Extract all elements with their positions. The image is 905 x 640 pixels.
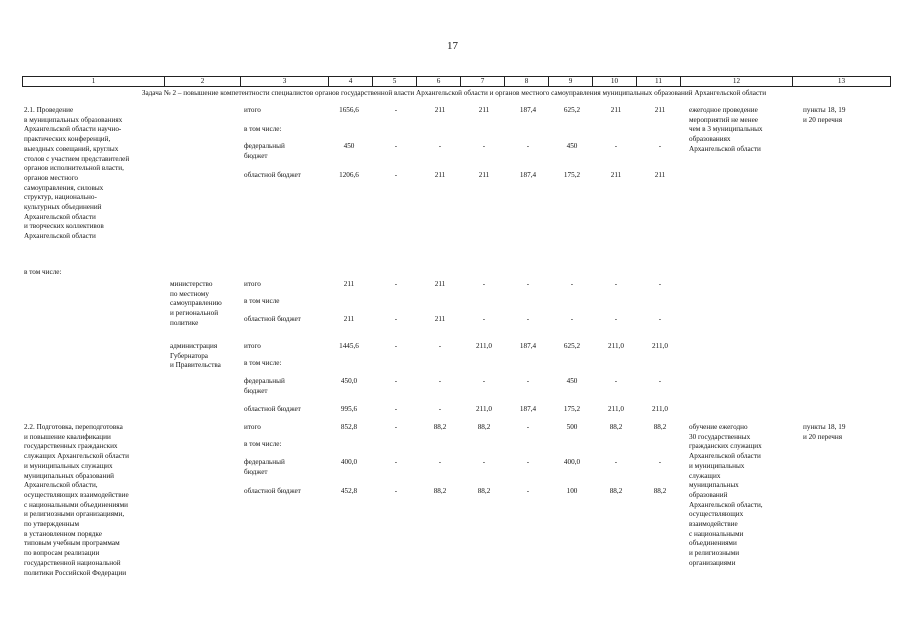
page-number: 17 (447, 40, 458, 52)
activity-name-2-2: служащих Архангельской области (24, 452, 130, 461)
value-cell: - (526, 377, 530, 385)
executor-ministry: и региональной (170, 309, 219, 318)
column-number: 11 (637, 77, 681, 87)
plan-points: и 20 перечня (803, 115, 843, 124)
activity-name-2-2: и повышение квалификации (24, 432, 111, 441)
activity-name-2-2: с национальными объединениями (24, 500, 128, 509)
activity-name-2-1: органов местного (24, 173, 79, 182)
column-number: 5 (373, 77, 417, 87)
value-cell: 88,2 (609, 423, 623, 431)
value-cell: 175,2 (563, 405, 581, 413)
expected-result: образований (689, 490, 728, 499)
value-cell: - (394, 106, 398, 114)
row-label: федеральный (244, 142, 285, 150)
row-label: в том числе: (244, 440, 282, 448)
activity-name-2-1: Архангельской области научно- (24, 125, 122, 134)
value-cell: - (394, 342, 398, 350)
row-label: бюджет (244, 151, 268, 160)
row-label: областной бюджет (244, 405, 301, 413)
activity-name-2-1: органов исполнительной власти, (24, 164, 124, 173)
executor-ministry: политике (170, 318, 199, 327)
expected-result: взаимодействие (689, 520, 738, 528)
value-cell: 1656,6 (339, 106, 359, 114)
task-title: Задача № 2 – повышение компетентности специалистов органов государственной власти Архангельской области и органов местного самоуправления муниципальных образований Архангельской области (141, 89, 767, 97)
value-cell: 625,2 (563, 106, 581, 114)
value-cell: 175,2 (563, 171, 581, 179)
column-number: 9 (549, 77, 593, 87)
value-cell: - (394, 142, 398, 150)
executor-ministry: министерство (170, 280, 213, 288)
executor-administration: Губернатора (170, 351, 208, 360)
value-cell: 88,2 (609, 487, 623, 495)
value-cell: 211 (654, 171, 666, 179)
row-label: областной бюджет (244, 171, 301, 179)
value-cell: - (526, 423, 530, 431)
value-cell: - (482, 458, 486, 466)
value-cell: - (394, 458, 398, 466)
value-cell: 211 (434, 106, 446, 114)
value-cell: - (614, 458, 618, 466)
row-label: бюджет (244, 467, 268, 476)
activity-name-2-1: самоуправления, силовых (24, 183, 104, 192)
expected-result: и религиозными (689, 549, 740, 558)
value-cell: 452,8 (340, 487, 358, 495)
value-cell: 211,0 (476, 342, 492, 350)
value-cell: 450 (566, 377, 578, 385)
value-cell: 211 (434, 171, 446, 179)
column-number: 12 (681, 77, 793, 87)
row-label: в том числе: (244, 125, 282, 133)
expected-result: и муниципальных (689, 461, 745, 470)
value-cell: 625,2 (563, 342, 581, 350)
value-cell: 400,0 (340, 458, 358, 466)
value-cell: 1445,6 (339, 342, 359, 350)
expected-result: Архангельской области (689, 452, 761, 461)
value-cell: 211 (610, 106, 622, 114)
activity-name-2-1: 2.1. Проведение (24, 106, 74, 114)
value-cell: - (394, 280, 398, 288)
row-label: итого (244, 423, 261, 431)
activity-name-2-2: государственных гражданских (24, 442, 118, 451)
row-label: областной бюджет (244, 315, 301, 323)
activity-name-2-2: и муниципальных служащих (24, 461, 113, 470)
value-cell: 852,8 (340, 423, 358, 431)
value-cell: - (438, 342, 442, 350)
value-cell: 995,6 (340, 405, 358, 413)
value-cell: - (394, 487, 398, 495)
value-cell: - (526, 458, 530, 466)
row-label: федеральный (244, 458, 285, 466)
activity-name-2-2: муниципальных образований (24, 471, 115, 480)
value-cell: - (570, 315, 574, 323)
value-cell: - (394, 423, 398, 431)
value-cell: - (614, 280, 618, 288)
activity-name-2-2: политики Российской Федерации (24, 568, 127, 577)
value-cell: 211 (434, 280, 446, 288)
value-cell: 211 (343, 315, 355, 323)
value-cell: - (394, 377, 398, 385)
value-cell: 88,2 (433, 487, 447, 495)
value-cell: 211,0 (652, 342, 668, 350)
row-label: в том числе: (244, 359, 282, 367)
column-number: 3 (241, 77, 329, 87)
column-number-header (22, 76, 891, 87)
plan-points: и 20 перечня (803, 432, 843, 441)
activity-name-2-1: Архангельской области (24, 232, 96, 241)
executor-ministry: самоуправлению (170, 299, 222, 308)
value-cell: 187,4 (519, 106, 537, 114)
value-cell: 211 (610, 171, 622, 179)
activity-name-2-2: по вопросам реализации (24, 549, 100, 558)
value-cell: - (658, 377, 662, 385)
value-cell: 211 (478, 106, 490, 114)
column-number: 8 (505, 77, 549, 87)
column-number: 4 (329, 77, 373, 87)
value-cell: - (394, 405, 398, 413)
expected-result: чем в 3 муниципальных (689, 125, 763, 134)
value-cell: - (614, 315, 618, 323)
activity-name-2-1: культурных объединений (24, 203, 102, 211)
value-cell: 187,4 (519, 405, 537, 413)
column-number: 1 (23, 77, 165, 87)
column-number: 10 (593, 77, 637, 87)
value-cell: - (438, 142, 442, 150)
value-cell: - (526, 315, 530, 323)
value-cell: 1206,6 (339, 171, 359, 179)
expected-result: обучение ежегодно (689, 423, 748, 431)
activity-name-2-2: осуществляющих взаимодействие (24, 490, 129, 499)
value-cell: - (526, 487, 530, 495)
expected-result: гражданских служащих (689, 442, 762, 451)
activity-name-2-1: практических конференций, (24, 135, 111, 144)
activity-name-2-2: 2.2. Подготовка, переподготовка (24, 423, 123, 431)
value-cell: - (658, 142, 662, 150)
row-label: итого (244, 280, 261, 288)
value-cell: 211 (478, 171, 490, 179)
expected-result: организациями (689, 558, 736, 567)
activity-name-2-1: структур, национально- (24, 193, 97, 202)
value-cell: 211,0 (652, 405, 668, 413)
expected-result: с национальными (689, 529, 744, 538)
row-label: итого (244, 342, 261, 350)
activity-name-2-2: Архангельской области, (24, 481, 98, 490)
value-cell: 211,0 (608, 405, 624, 413)
value-cell: 211 (434, 315, 446, 323)
value-cell: 500 (566, 423, 578, 431)
value-cell: 450,0 (340, 377, 358, 385)
value-cell: 211 (654, 106, 666, 114)
activity-name-2-1: выездных совещаний, круглых (24, 144, 119, 153)
value-cell: - (614, 142, 618, 150)
row-label: итого (244, 106, 261, 114)
expected-result: Архангельской области (689, 144, 761, 153)
plan-points: пункты 18, 19 (803, 423, 846, 431)
expected-result: объединениями (689, 539, 737, 548)
executor-administration: администрация (170, 342, 218, 350)
value-cell: 88,2 (477, 423, 491, 431)
value-cell: - (658, 315, 662, 323)
value-cell: 187,4 (519, 171, 537, 179)
activity-name-2-1: столов с участием представителей (24, 154, 130, 163)
activity-name-2-2: в установленном порядке (24, 529, 102, 538)
executor-administration: и Правительства (170, 361, 221, 370)
value-cell: - (394, 315, 398, 323)
value-cell: 88,2 (477, 487, 491, 495)
value-cell: - (570, 280, 574, 288)
row-label: бюджет (244, 386, 268, 395)
value-cell: - (394, 171, 398, 179)
activity-name-2-1: в муниципальных образованиях (24, 115, 123, 124)
including-label: в том числе: (24, 268, 62, 276)
value-cell: - (482, 280, 486, 288)
activity-name-2-2: государственной национальной (24, 558, 121, 567)
value-cell: - (526, 280, 530, 288)
column-number: 2 (165, 77, 241, 87)
expected-result: мероприятий не менее (689, 115, 758, 124)
value-cell: - (526, 142, 530, 150)
value-cell: 88,2 (653, 487, 667, 495)
value-cell: - (438, 405, 442, 413)
value-cell: 450 (566, 142, 578, 150)
value-cell: 88,2 (433, 423, 447, 431)
column-number: 6 (417, 77, 461, 87)
value-cell: 450 (343, 142, 355, 150)
value-cell: - (482, 377, 486, 385)
activity-name-2-1: и творческих коллективов (24, 222, 104, 231)
value-cell: - (482, 315, 486, 323)
expected-result: осуществляющих (689, 510, 744, 519)
value-cell: - (658, 458, 662, 466)
expected-result: Архангельской области, (689, 500, 763, 509)
row-label: областной бюджет (244, 487, 301, 495)
activity-name-2-2: и религиозными организациями, (24, 510, 125, 519)
expected-result: муниципальных (689, 481, 739, 490)
value-cell: 400,0 (563, 458, 581, 466)
value-cell: - (438, 377, 442, 385)
row-label: в том числе (244, 297, 280, 305)
value-cell: - (482, 142, 486, 150)
value-cell: 211,0 (608, 342, 624, 350)
value-cell: 88,2 (653, 423, 667, 431)
value-cell: 187,4 (519, 342, 537, 350)
activity-name-2-2: по утвержденным (24, 520, 79, 528)
value-cell: 100 (566, 487, 578, 495)
expected-result: 30 государственных (689, 432, 751, 441)
executor-ministry: по местному (170, 289, 209, 298)
value-cell: - (614, 377, 618, 385)
activity-name-2-2: типовым учебным программам (24, 539, 120, 548)
value-cell: - (658, 280, 662, 288)
column-number: 13 (793, 77, 891, 87)
expected-result: ежегодное проведение (689, 106, 758, 114)
value-cell: 211 (343, 280, 355, 288)
row-label: федеральный (244, 377, 285, 385)
activity-name-2-1: Архангельской области (24, 212, 96, 221)
plan-points: пункты 18, 19 (803, 106, 846, 114)
expected-result: служащих (689, 471, 721, 480)
expected-result: образованиях (689, 135, 731, 144)
value-cell: - (438, 458, 442, 466)
value-cell: 211,0 (476, 405, 492, 413)
column-number: 7 (461, 77, 505, 87)
